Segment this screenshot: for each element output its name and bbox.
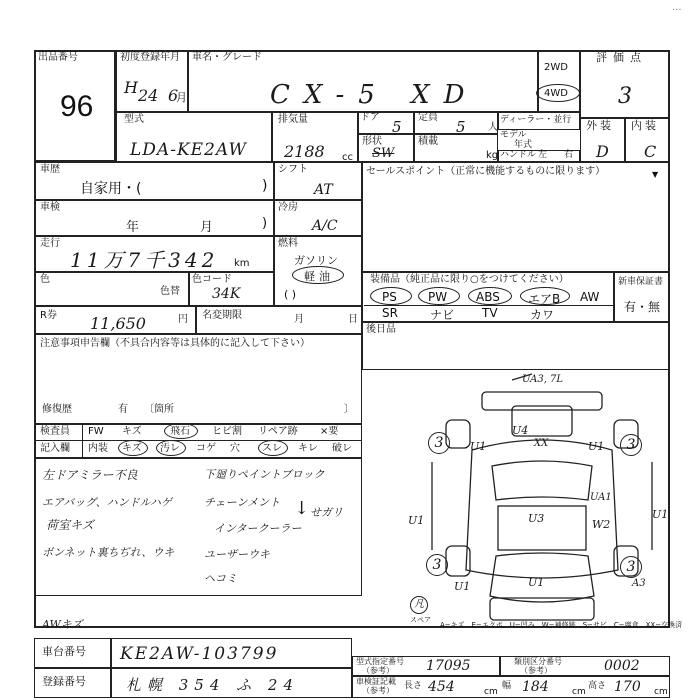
fuel-label: 燃料 <box>278 238 298 249</box>
fuel-paren: ( ) <box>284 288 297 301</box>
inspection-month: 月 <box>200 220 214 235</box>
length-value: 454 <box>428 679 455 695</box>
opt1-repair: リペア跡 <box>258 426 298 437</box>
repair-place: 〔箇所 <box>144 404 174 415</box>
expiry-day: 日 <box>348 314 358 325</box>
plate-label: 登録番号 <box>42 675 86 688</box>
year-label: 年式 <box>514 140 533 150</box>
dmg-mark-7: UA1 <box>590 492 612 503</box>
equip-pw-circle <box>418 287 460 305</box>
equip-aw: AW <box>580 290 600 304</box>
inspector-fw: FW <box>88 426 104 437</box>
score-value: 3 <box>618 84 632 109</box>
model-year-label: モデル <box>500 130 527 140</box>
doors-value: 5 <box>392 118 402 136</box>
warranty-label: 新車保証書 <box>618 277 664 287</box>
remark-right-5: ヘコミ <box>204 572 237 585</box>
class-sub: （参考） <box>520 666 552 675</box>
opt1-chip-circle <box>164 423 198 439</box>
chassis-value: KE2AW-103799 <box>120 644 279 664</box>
equip-ps: PS <box>382 290 397 304</box>
dmg-circle-3: 3 <box>426 554 448 576</box>
recycle-label: R券 <box>40 310 57 321</box>
chassis-label: 車台番号 <box>42 645 86 658</box>
inspector-label: 検査員 <box>40 426 70 437</box>
drive-box <box>538 50 580 112</box>
class-value: 0002 <box>604 658 640 674</box>
int-label: 内装 <box>631 119 659 132</box>
load-label: 積載 <box>418 136 438 147</box>
sales-label: セールスポイント（正常に機能するものに限ります） <box>366 166 606 177</box>
color-code-label: 色コード <box>192 274 232 285</box>
sales-arrow-icon: ▼ <box>652 170 659 179</box>
equip-abs-circle <box>468 287 512 305</box>
dmg-mark-3: XX <box>534 438 549 449</box>
warranty-value: 有・無 <box>624 300 661 314</box>
inspection-year: 年 <box>126 220 140 235</box>
seats-label: 定員 <box>418 112 438 123</box>
opt2-rub: スレ <box>262 443 282 454</box>
rear-box <box>362 322 670 370</box>
opt2-rub-circle <box>258 440 288 456</box>
dmg-mark-2: U4 <box>512 424 529 437</box>
ac-value: A/C <box>312 218 338 234</box>
height-unit: cm <box>654 687 668 697</box>
equipment-label: 装備品（純正品に限り○をつけてください） <box>370 274 569 285</box>
dmg-mark-5: U1 <box>588 440 605 453</box>
notes-label: 注意事項申告欄（不具合内容等は具体的に記入して下さい） <box>40 338 310 349</box>
reg-year: 24 <box>138 86 159 105</box>
remark-left-4: ボンネット裏ちぢれ、ウキ <box>42 546 175 559</box>
mileage-label: 走行 <box>40 238 60 249</box>
spec-label: 型式指定番号 <box>356 657 404 666</box>
opt1-scratch: キズ <box>122 426 142 437</box>
dmg-mark-6: U3 <box>528 512 545 525</box>
equip-airbag: エアB <box>528 292 561 306</box>
carname-value: CX-5 XD <box>270 80 479 110</box>
doors-label: ドア <box>360 112 380 123</box>
remark-right-3: インタークーラー <box>214 522 302 535</box>
history-box <box>34 162 274 200</box>
remark-left-2: エアバッグ、ハンドルハゲ <box>42 496 172 509</box>
opt2-scratch-circle <box>118 440 148 456</box>
opt2-tear: 破レ <box>332 443 352 454</box>
dmg-circle-1: 3 <box>428 432 450 454</box>
remark-right-2: チェーンメント <box>204 496 281 509</box>
remark-left-1: 左ドアミラー不良 <box>42 468 138 482</box>
mileage-unit: km <box>234 258 250 269</box>
opt1-need: ×要 <box>320 426 339 437</box>
inspection-box <box>34 200 274 236</box>
history-value: 自家用・( <box>80 181 142 197</box>
drive-4wd: 4WD <box>544 88 568 99</box>
length-label: 長さ <box>404 681 423 691</box>
inspection-label: 車検 <box>40 202 60 213</box>
equip-ps-circle <box>370 287 412 305</box>
dmg-mark-9: U1 <box>408 514 425 527</box>
spare-circle: 凡 <box>410 596 428 614</box>
dmg-mark-13: U1 <box>454 580 471 593</box>
aw-note: AWキズ <box>42 618 83 631</box>
disp-value: 2188 <box>284 142 325 161</box>
opt2-cut: キレ <box>298 443 318 454</box>
width-unit: cm <box>572 687 586 697</box>
legend: A−キズ E−エクボ U−凹み W−補修跡 S−サビ C−腐食 XX−交換済 <box>440 621 683 629</box>
height-value: 170 <box>614 679 641 695</box>
repair-label: 修復歴 <box>42 404 72 415</box>
reg-era: H <box>124 78 138 97</box>
dmg-circle-4: 3 <box>620 556 642 578</box>
remark-left-3: 荷室キズ <box>46 518 94 532</box>
handle-left: 左 <box>538 150 548 160</box>
opt2-dirt: 汚レ <box>160 443 180 454</box>
seats-unit: 人 <box>488 122 498 133</box>
spare-label: スペア <box>410 616 431 624</box>
rear-label: 後日品 <box>366 324 396 335</box>
equip-tv: TV <box>482 306 498 320</box>
remark-right-1: 下廻りペイントブロック <box>204 468 325 481</box>
inspection-close: ) <box>262 216 268 231</box>
width-label: 幅 <box>502 681 512 691</box>
lot-label: 出品番号 <box>38 52 78 63</box>
dealer-label: ディーラー・並行 <box>500 115 572 125</box>
ac-label: 冷房 <box>278 202 298 213</box>
equip-airbag-circle <box>520 287 570 305</box>
sales-box <box>362 162 670 272</box>
equip-abs: ABS <box>476 290 500 304</box>
shift-value: AT <box>314 182 333 198</box>
model-label: 型式 <box>124 114 144 125</box>
shift-label: シフト <box>278 164 308 175</box>
model-value: LDA-KE2AW <box>130 140 247 160</box>
recycle-value: 11,650 <box>90 314 146 333</box>
opt1-crack: ヒビ割 <box>212 426 242 437</box>
handle-label: ハンドル <box>500 150 537 160</box>
reg-month: 6 <box>168 86 179 105</box>
opt2-dirt-circle <box>156 440 186 456</box>
shape-value: SW <box>372 146 395 161</box>
opt2-hole: 穴 <box>230 443 240 454</box>
inspector-inner: 内装 <box>88 443 108 454</box>
equip-navi: ナビ <box>430 308 455 322</box>
dmg-mark-8: W2 <box>592 518 611 531</box>
size-label: 車検証記載 <box>356 677 396 686</box>
dmg-mark-11: U1 <box>528 576 545 589</box>
entry-label: 記入欄 <box>40 443 70 454</box>
spec-value: 17095 <box>426 658 471 674</box>
dmg-circle-2: 3 <box>620 434 642 456</box>
height-label: 高さ <box>588 681 607 691</box>
remark-right-4: ユーザーウキ <box>204 548 270 561</box>
width-value: 184 <box>522 679 549 695</box>
equip-pw: PW <box>428 290 448 304</box>
size-sub: （参考） <box>362 686 394 695</box>
fuel-diesel: 軽油 <box>304 270 334 283</box>
color-change-label: 色替 <box>160 286 180 297</box>
dmg-mark-4: U1 <box>470 440 487 453</box>
history-label: 車歴 <box>40 164 60 175</box>
disp-label: 排気量 <box>278 114 308 125</box>
history-close: ) <box>262 178 268 194</box>
expiry-label: 名変期限 <box>202 310 242 321</box>
equip-leather: カワ <box>530 308 555 322</box>
opt1-chip: 飛石 <box>170 426 190 437</box>
spec-sub: （参考） <box>362 666 394 675</box>
recycle-unit: 円 <box>178 314 188 325</box>
mileage-value: 11万7千342 <box>70 248 219 272</box>
reg-month-unit: 月 <box>176 91 187 104</box>
car-diagram <box>362 370 670 628</box>
carname-label: 車名・グレード <box>192 52 262 63</box>
dmg-mark-12: A3 <box>632 578 646 589</box>
score-label: 評価点 <box>596 51 647 64</box>
repair-has: 有 <box>118 404 128 415</box>
plate-value: 札幌 354 ふ 24 <box>126 676 300 694</box>
load-unit: kg <box>486 150 499 161</box>
top-mark: ... <box>672 2 682 13</box>
class-label: 類別区分番号 <box>514 657 562 666</box>
ext-value: D <box>596 142 609 161</box>
repair-close: 〕 <box>344 404 354 415</box>
color-code-value: 34K <box>212 286 241 302</box>
shape-label: 形状 <box>362 136 382 147</box>
equip-sr: SR <box>382 306 398 320</box>
remark-side-text: せガリ <box>310 506 343 519</box>
color-label: 色 <box>40 274 50 285</box>
seats-value: 5 <box>456 118 466 136</box>
expiry-month: 月 <box>294 314 304 325</box>
dmg-mark-10: U1 <box>652 508 669 521</box>
opt2-burn: コゲ <box>196 443 216 454</box>
ext-label: 外装 <box>586 119 614 132</box>
reg-label: 初度登録年月 <box>120 52 180 63</box>
lot-number: 96 <box>60 90 94 123</box>
dmg-mark-1: UA3, 7L <box>522 374 564 385</box>
drive-2wd: 2WD <box>544 62 568 73</box>
fuel-gasoline: ガソリン <box>294 254 338 267</box>
handle-right: 右 <box>564 150 574 160</box>
length-unit: cm <box>484 687 498 697</box>
disp-unit: cc <box>342 152 353 163</box>
int-value: C <box>644 142 657 161</box>
opt2-scratch: キズ <box>122 443 142 454</box>
remark-side-arrow: ↓ <box>294 498 310 519</box>
